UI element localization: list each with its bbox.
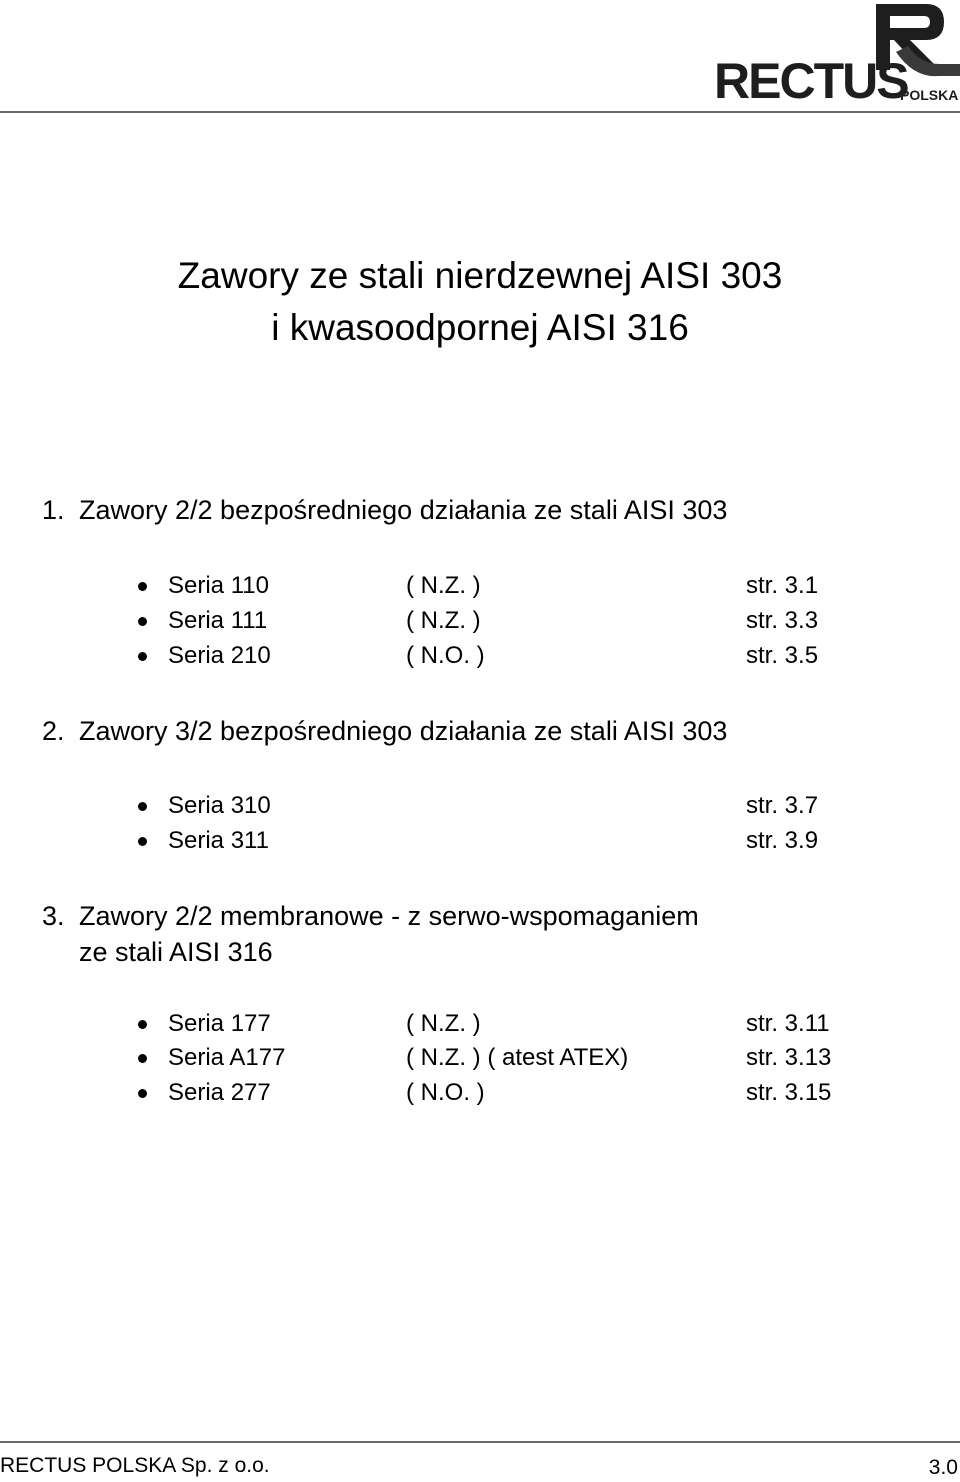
section-heading-text: Zawory 3/2 bezpośredniego działania ze stali AISI 303 bbox=[79, 716, 728, 746]
series-name: Seria A177 bbox=[168, 1044, 286, 1071]
series-name: Seria 177 bbox=[168, 1010, 271, 1037]
page-reference: str. 3.9 bbox=[746, 827, 819, 854]
document-title bbox=[0, 250, 960, 354]
page-reference: str. 3.5 bbox=[746, 642, 819, 669]
series-name: Seria 111 bbox=[168, 607, 268, 634]
section-heading-text: Zawory 2/2 bezpośredniego działania ze stali AISI 303 bbox=[79, 495, 728, 525]
bullet-icon bbox=[138, 617, 147, 626]
list-item bbox=[0, 569, 960, 603]
series-name: Seria 110 bbox=[168, 572, 269, 599]
bullet-icon bbox=[138, 582, 147, 591]
list-item bbox=[0, 1007, 960, 1041]
header-rule bbox=[0, 111, 960, 113]
logo-mark-icon bbox=[714, 0, 960, 110]
section-heading-2 bbox=[42, 713, 727, 749]
document-title-line-2: i kwasoodpornej AISI 316 bbox=[271, 307, 689, 348]
series-type: ( N.O. ) bbox=[406, 642, 485, 669]
section-heading-1 bbox=[42, 492, 727, 528]
page-reference: str. 3.11 bbox=[746, 1010, 830, 1037]
page-reference: str. 3.15 bbox=[746, 1079, 832, 1106]
section-number: 1. bbox=[42, 495, 65, 525]
bullet-icon bbox=[138, 1089, 147, 1098]
series-type: ( N.Z. ) ( atest ATEX) bbox=[406, 1044, 629, 1071]
section-heading-text: Zawory 2/2 membranowe - z serwo-wspomaganiem bbox=[79, 901, 699, 931]
list-item bbox=[0, 1041, 960, 1075]
series-type: ( N.Z. ) bbox=[406, 607, 481, 634]
bullet-icon bbox=[138, 837, 147, 846]
rectus-polska-logo bbox=[714, 0, 960, 110]
series-name: Seria 277 bbox=[168, 1079, 271, 1106]
page-reference: str. 3.3 bbox=[746, 607, 819, 634]
section-number: 3. bbox=[42, 901, 65, 931]
list-item bbox=[0, 824, 960, 858]
logo-subtext: POLSKA bbox=[900, 87, 959, 103]
section-number: 2. bbox=[42, 716, 65, 746]
series-name: Seria 311 bbox=[168, 827, 269, 854]
list-item bbox=[0, 604, 960, 638]
series-type: ( N.Z. ) bbox=[406, 1010, 481, 1037]
bullet-icon bbox=[138, 1020, 147, 1029]
document-title-line-1: Zawory ze stali nierdzewnej AISI 303 bbox=[177, 255, 783, 296]
section-heading-3 bbox=[42, 898, 699, 970]
footer-company: RECTUS POLSKA Sp. z o.o. bbox=[0, 1454, 270, 1477]
list-item bbox=[0, 789, 960, 823]
list-item bbox=[0, 639, 960, 673]
logo-wordmark: RECTUS bbox=[714, 53, 908, 109]
bullet-icon bbox=[138, 1054, 147, 1063]
bullet-icon bbox=[138, 652, 147, 661]
series-name: Seria 310 bbox=[168, 792, 271, 819]
page-reference: str. 3.7 bbox=[746, 792, 819, 819]
series-type: ( N.O. ) bbox=[406, 1079, 485, 1106]
series-name: Seria 210 bbox=[168, 642, 271, 669]
footer-page-number: 3.0 bbox=[928, 1456, 958, 1479]
bullet-icon bbox=[138, 802, 147, 811]
series-type: ( N.Z. ) bbox=[406, 572, 481, 599]
list-item bbox=[0, 1076, 960, 1110]
page-reference: str. 3.13 bbox=[746, 1044, 832, 1071]
page-reference: str. 3.1 bbox=[746, 572, 819, 599]
footer-rule bbox=[0, 1441, 960, 1443]
section-heading-continuation: ze stali AISI 316 bbox=[79, 937, 273, 967]
